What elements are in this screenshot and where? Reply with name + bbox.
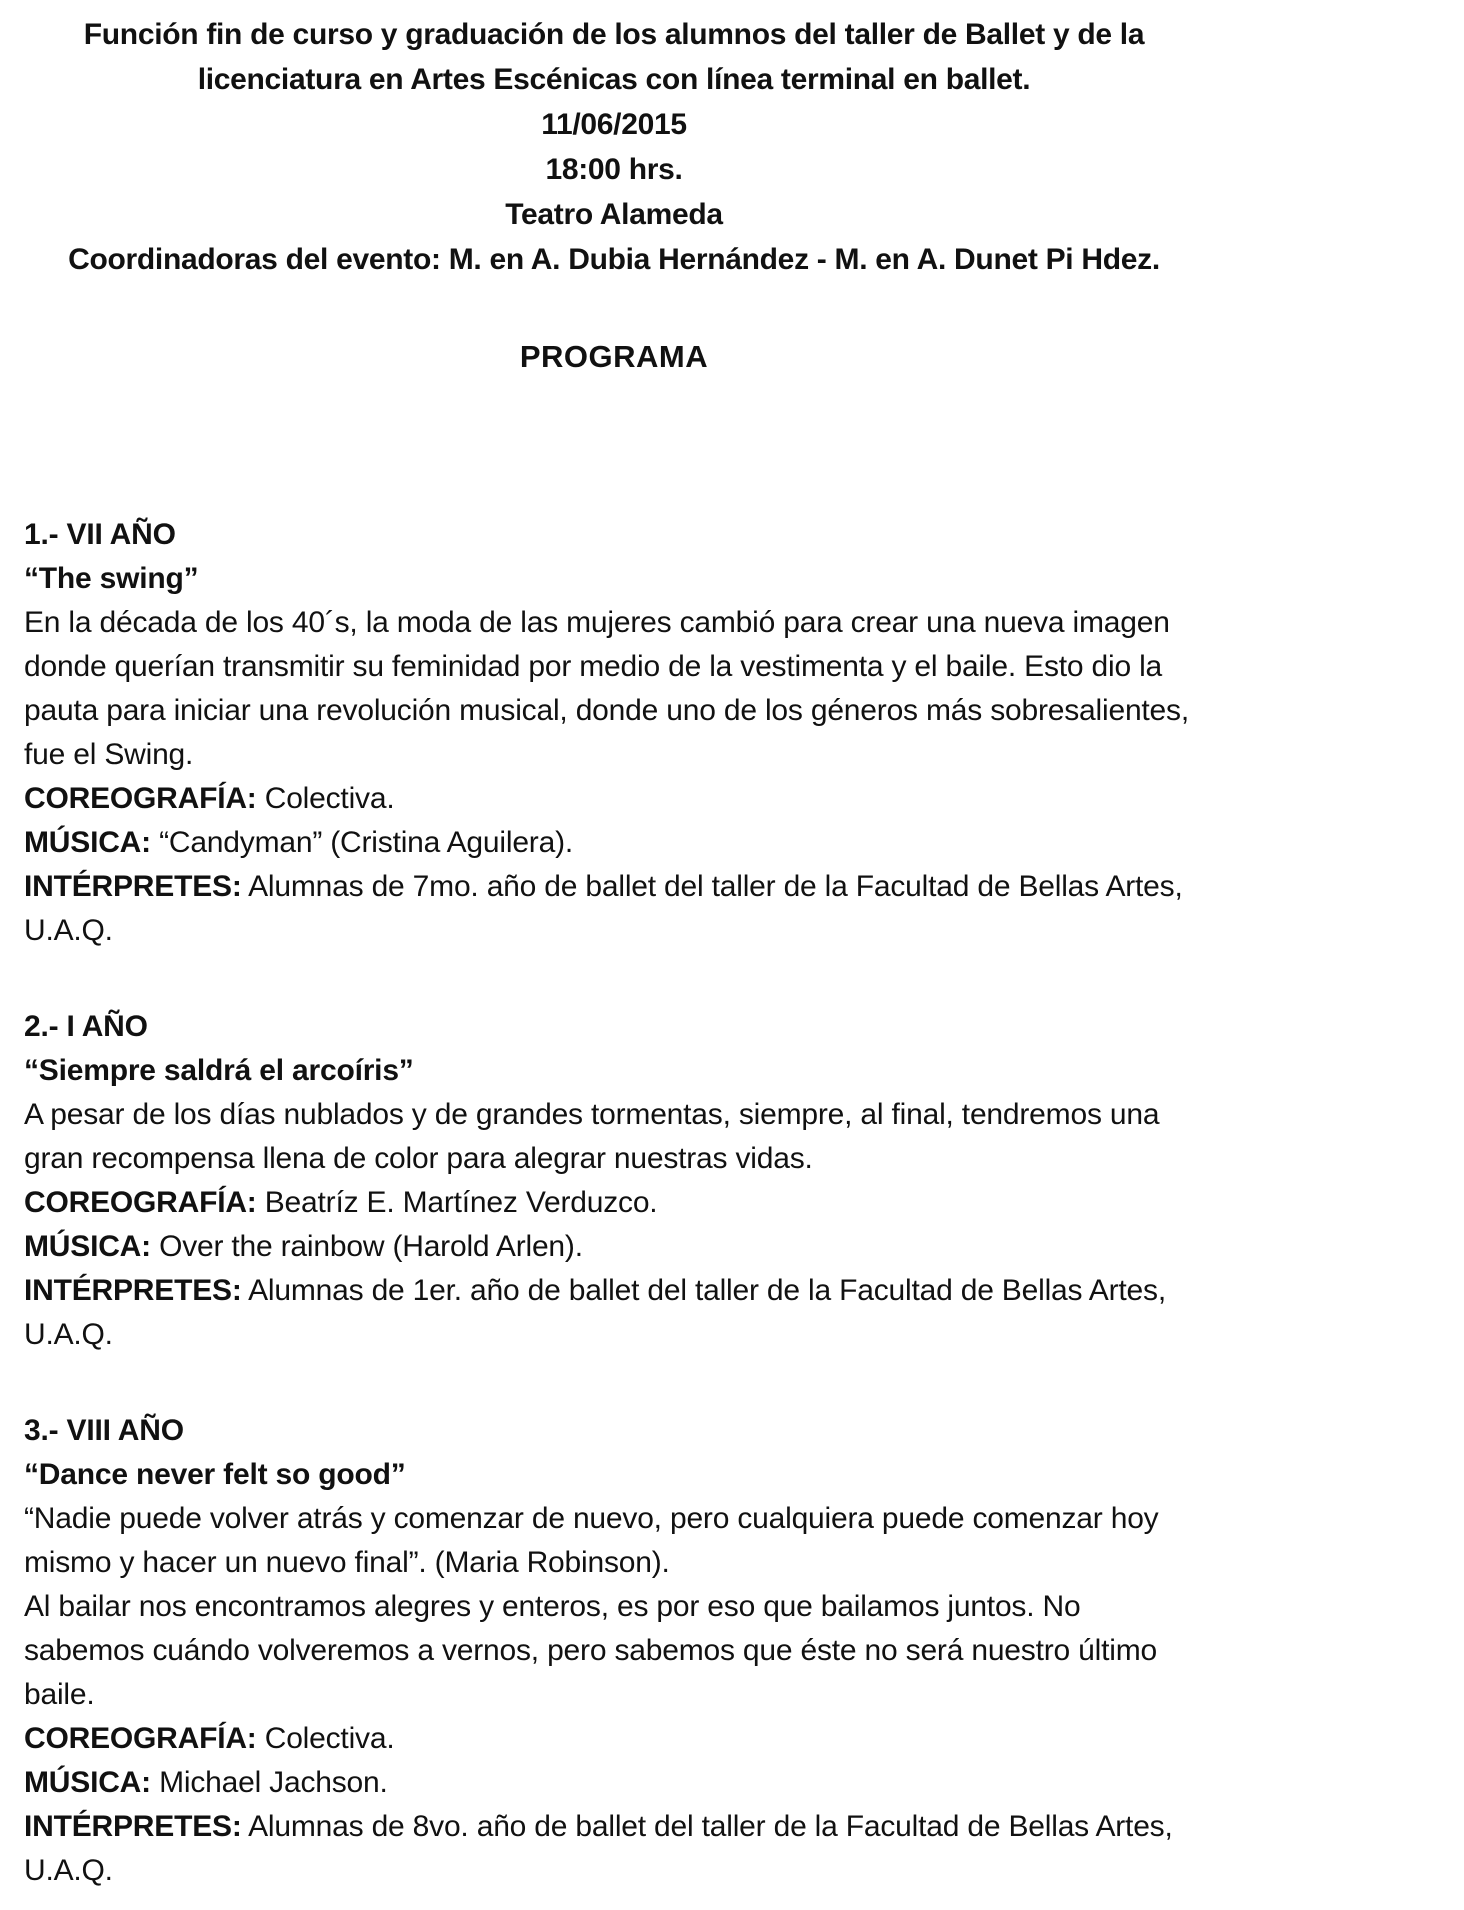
program-section-3	[24, 1409, 1204, 1893]
section-3-description-text: Al bailar nos encontramos alegres y enteros, es por eso que bailamos juntos. No sabemos cuándo volveremos a vernos, pero sabemos que éste no será nuestro último baile.	[24, 1590, 1157, 1711]
music-label: MÚSICA:	[24, 1766, 151, 1799]
section-1-number-title: 1.- VII AÑO	[24, 518, 176, 551]
performers-label: INTÉRPRETES:	[24, 1274, 242, 1307]
music-value: “Candyman” (Cristina Aguilera).	[159, 826, 574, 859]
section-2-description: A pesar de los días nublados y de grandes tormentas, siempre, al final, tendremos una gran recompensa llena de color para alegrar nuestras vidas.	[24, 1098, 1160, 1175]
section-3-description-quote: “Nadie puede volver atrás y comenzar de nuevo, pero cualquiera puede comenzar hoy mismo y hacer un nuevo final”. (Maria Robinson).	[24, 1502, 1159, 1579]
music-value: Michael Jachson.	[159, 1766, 388, 1799]
section-3-music-line	[24, 1761, 1204, 1805]
choreography-value: Colectiva.	[264, 1722, 395, 1755]
program-heading: PROGRAMA	[519, 339, 709, 374]
document-content	[24, 12, 1204, 1893]
event-time: 18:00 hrs.	[545, 153, 683, 186]
section-2-choreography-line	[24, 1181, 1204, 1225]
event-venue: Teatro Alameda	[505, 198, 723, 231]
performers-label: INTÉRPRETES:	[24, 870, 242, 903]
event-title-line2: licenciatura en Artes Escénicas con línea terminal en ballet.	[197, 63, 1031, 96]
section-2-piece-title: “Siempre saldrá el arcoíris”	[24, 1054, 414, 1087]
performers-label: INTÉRPRETES:	[24, 1810, 242, 1843]
section-1-choreography-line	[24, 777, 1204, 821]
section-3-performers-line	[24, 1805, 1204, 1893]
event-coordinators: Coordinadoras del evento: M. en A. Dubia Hernández - M. en A. Dunet Pi Hdez.	[68, 243, 1160, 276]
music-value: Over the rainbow (Harold Arlen).	[159, 1230, 583, 1263]
document-header	[24, 12, 1204, 282]
section-2-number-title: 2.- I AÑO	[24, 1010, 148, 1043]
performers-value: Alumnas de 8vo. año de ballet del taller de la Facultad de Bellas Artes, U.A.Q.	[24, 1810, 1173, 1887]
choreography-label: COREOGRAFÍA:	[24, 1722, 257, 1755]
section-3-choreography-line	[24, 1717, 1204, 1761]
choreography-label: COREOGRAFÍA:	[24, 1186, 257, 1219]
choreography-value: Beatríz E. Martínez Verduzco.	[264, 1186, 658, 1219]
music-label: MÚSICA:	[24, 1230, 151, 1263]
section-1-description: En la década de los 40´s, la moda de las mujeres cambió para crear una nueva imagen donde querían transmitir su feminidad por medio de la vestimenta y el baile. Esto dio la pauta para iniciar una revolución musical, donde uno de los géneros más sobresalientes, fue el Swing.	[24, 606, 1189, 771]
section-3-piece-title: “Dance never felt so good”	[24, 1458, 406, 1491]
choreography-label: COREOGRAFÍA:	[24, 782, 257, 815]
performers-value: Alumnas de 1er. año de ballet del taller de la Facultad de Bellas Artes, U.A.Q.	[24, 1274, 1166, 1351]
music-label: MÚSICA:	[24, 826, 151, 859]
section-1-performers-line	[24, 865, 1204, 953]
event-title-line1: Función fin de curso y graduación de los alumnos del taller de Ballet y de la	[83, 18, 1145, 51]
section-1-music-line	[24, 821, 1204, 865]
section-3-number-title: 3.- VIII AÑO	[24, 1414, 184, 1447]
section-2-performers-line	[24, 1269, 1204, 1357]
performers-value: Alumnas de 7mo. año de ballet del taller de la Facultad de Bellas Artes, U.A.Q.	[24, 870, 1183, 947]
section-1-piece-title: “The swing”	[24, 562, 199, 595]
choreography-value: Colectiva.	[264, 782, 395, 815]
program-section-2	[24, 1005, 1204, 1357]
program-section-1	[24, 513, 1204, 953]
section-2-music-line	[24, 1225, 1204, 1269]
event-date: 11/06/2015	[541, 108, 687, 141]
